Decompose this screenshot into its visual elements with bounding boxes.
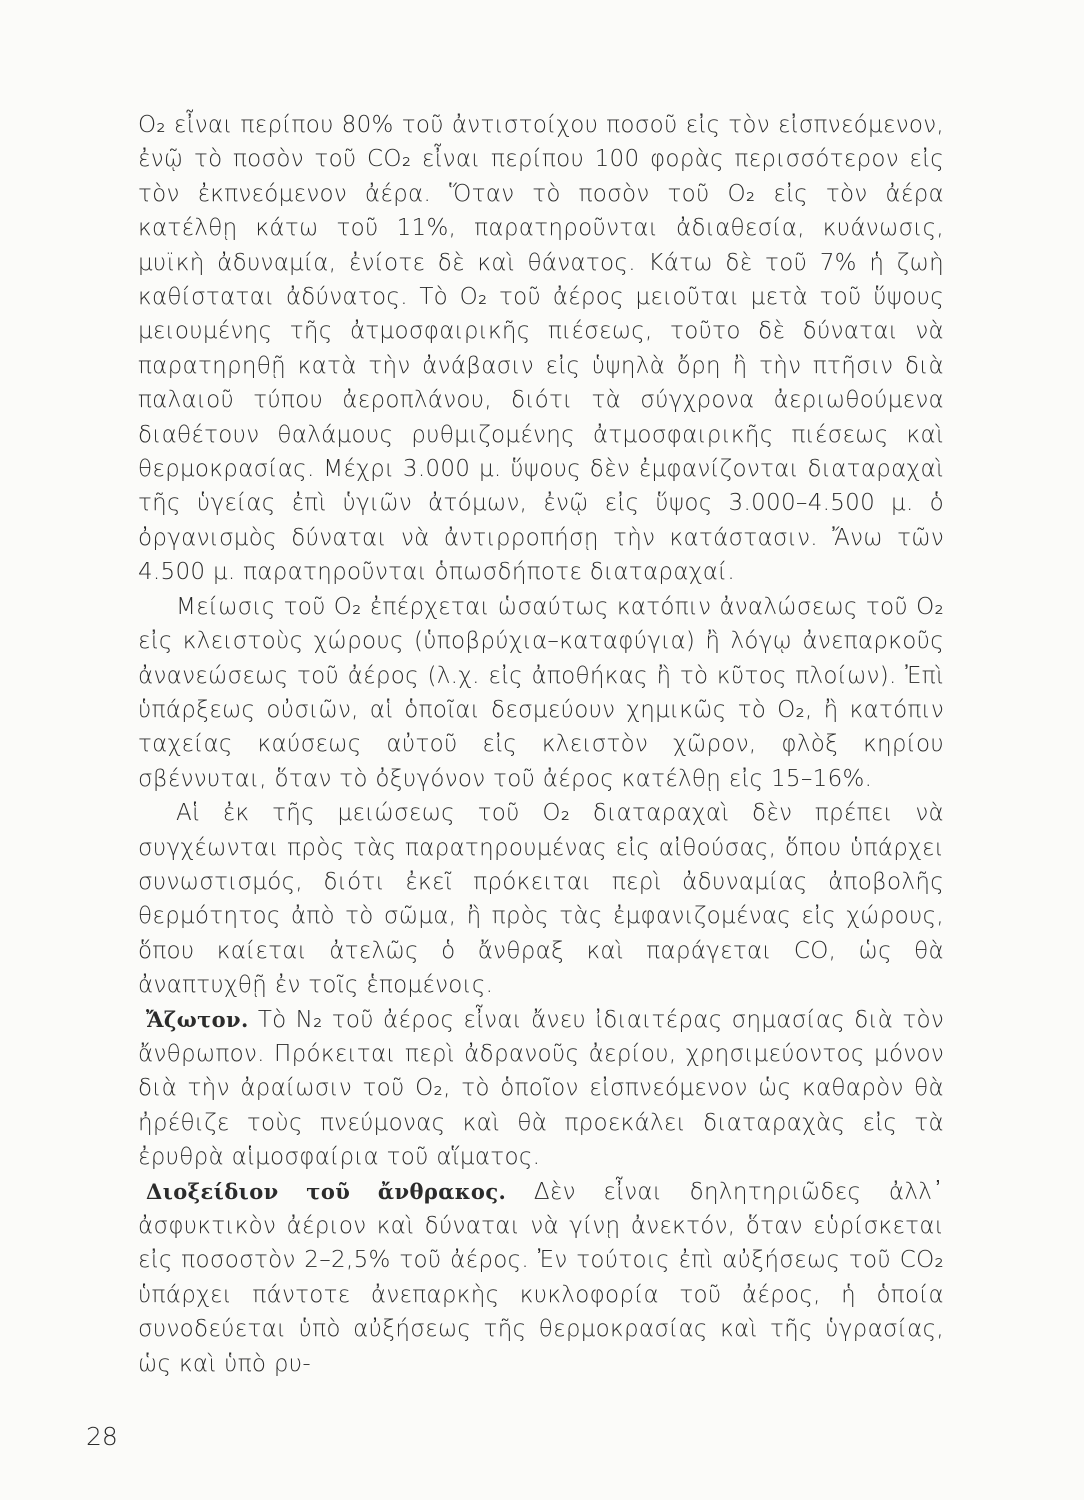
paragraph-text: Τὸ N₂ τοῦ ἀέρος εἶναι ἄνευ ἰδιαιτέρας σημασίας διὰ τὸν ἄνθρωπον. Πρόκειται περὶ ἀδρανοῦς ἀερίου, χρησιμεύοντος μόνον διὰ τὴν ἀραίωσιν τοῦ O₂, τὸ ὁποῖον εἰσπνεόμενον ὡς καθαρὸν θὰ ἠρέθιζε τοὺς πνεύμονας καὶ θὰ προεκάλει διαταραχὰς εἰς τὰ ἐρυθρὰ αἱμοσφαίρια τοῦ αἵματος.: [138, 1006, 944, 1171]
paragraph-carbon-dioxide: [138, 1175, 944, 1381]
page-number: 28: [86, 1422, 118, 1451]
paragraph-oxygen-disturbances: [138, 796, 944, 1002]
paragraph-oxygen-altitude: [138, 108, 944, 590]
body-text: [138, 108, 944, 1381]
paragraph-text: Δὲν εἶναι δηλητηριῶδες ἀλλ᾽ ἀσφυκτικὸν ἀέριον καὶ δύναται νὰ γίνῃ ἀνεκτόν, ὅταν εὑρίσκεται εἰς ποσοστὸν 2–2,5% τοῦ ἀέρος. Ἐν τούτοις ἐπὶ αὐξήσεως τοῦ CO₂ ὑπάρχει πάντοτε ἀνεπαρκὴς κυκλοφορία τοῦ ἀέρος, ἡ ὁποία συνοδεύεται ὑπὸ αὐξήσεως τῆς θερμοκρασίας καὶ τῆς ὑγρασίας, ὡς καὶ ὑπὸ ρυ-: [138, 1178, 945, 1377]
run-in-heading-carbon-dioxide: Διοξείδιον τοῦ ἄνθρακος.: [146, 1178, 507, 1204]
paragraph-oxygen-enclosed-spaces: [138, 590, 944, 796]
paragraph-text: O₂ εἶναι περίπου 80% τοῦ ἀντιστοίχου ποσοῦ εἰς τὸν εἰσπνεόμενον, ἐνῷ τὸ ποσὸν τοῦ CO₂ εἶναι περίπου 100 φορὰς περισσότερον εἰς τὸν ἐκπνεόμενον ἀέρα. Ὅταν τὸ ποσὸν τοῦ O₂ εἰς τὸν ἀέρα κατέλθῃ κάτω τοῦ 11%, παρατηροῦνται ἀδιαθεσία, κυάνωσις, μυϊκὴ ἀδυναμία, ἐνίοτε δὲ καὶ θάνατος. Κάτω δὲ τοῦ 7% ἡ ζωὴ καθίσταται ἀδύνατος. Τὸ O₂ τοῦ ἀέρος μειοῦται μετὰ τοῦ ὕψους μειουμένης τῆς ἀτμοσφαιρικῆς πιέσεως, τοῦτο δὲ δύναται νὰ παρατηρηθῇ κατὰ τὴν ἀνάβασιν εἰς ὑψηλὰ ὄρη ἢ τὴν πτῆσιν διὰ παλαιοῦ τύπου ἀεροπλάνου, διότι τὰ σύγχρονα ἀεριωθούμενα διαθέτουν θαλάμους ρυθμιζομένης ἀτμοσφαιρικῆς πιέσεως καὶ θερμοκρασίας. Μέχρι 3.000 μ. ὕψους δὲν ἐμφανίζονται διαταραχαὶ τῆς ὑγείας ἐπὶ ὑγιῶν ἀτόμων, ἐνῷ εἰς ὕψος 3.000–4.500 μ. ὁ ὀργανισμὸς δύναται νὰ ἀντιρροπήσῃ τὴν κατάστασιν. Ἄνω τῶν 4.500 μ. παρατηροῦνται ὁπωσδήποτε διαταραχαί.: [138, 112, 944, 586]
paragraph-text: Μείωσις τοῦ O₂ ἐπέρχεται ὡσαύτως κατόπιν ἀναλώσεως τοῦ O₂ εἰς κλειστοὺς χώρους (ὑποβρύχια–καταφύγια) ἢ λόγῳ ἀνεπαρκοῦς ἀνανεώσεως τοῦ ἀέρος (λ.χ. εἰς ἀποθήκας ἢ τὸ κῦτος πλοίων). Ἐπὶ ὑπάρξεως οὐσιῶν, αἱ ὁποῖαι δεσμεύουν χημικῶς τὸ O₂, ἢ κατόπιν ταχείας καύσεως αὐτοῦ εἰς κλειστὸν χῶρον, φλὸξ κηρίου σβέννυται, ὅταν τὸ ὀξυγόνον τοῦ ἀέρος κατέλθῃ εἰς 15–16%.: [138, 593, 944, 792]
run-in-heading-nitrogen: Ἄζωτον.: [146, 1006, 249, 1032]
paragraph-nitrogen: [138, 1003, 944, 1175]
paragraph-text: Αἱ ἐκ τῆς μειώσεως τοῦ O₂ διαταραχαὶ δὲν πρέπει νὰ συγχέωνται πρὸς τὰς παρατηρουμένας εἰς αἰθούσας, ὅπου ὑπάρχει συνωστισμός, διότι ἐκεῖ πρόκειται περὶ ἀδυναμίας ἀποβολῆς θερμότητος ἀπὸ τὸ σῶμα, ἢ πρὸς τὰς ἐμφανιζομένας εἰς χώρους, ὅπου καίεται ἀτελῶς ὁ ἄνθραξ καὶ παράγεται CO, ὡς θὰ ἀναπτυχθῇ ἐν τοῖς ἑπομένοις.: [138, 800, 944, 999]
